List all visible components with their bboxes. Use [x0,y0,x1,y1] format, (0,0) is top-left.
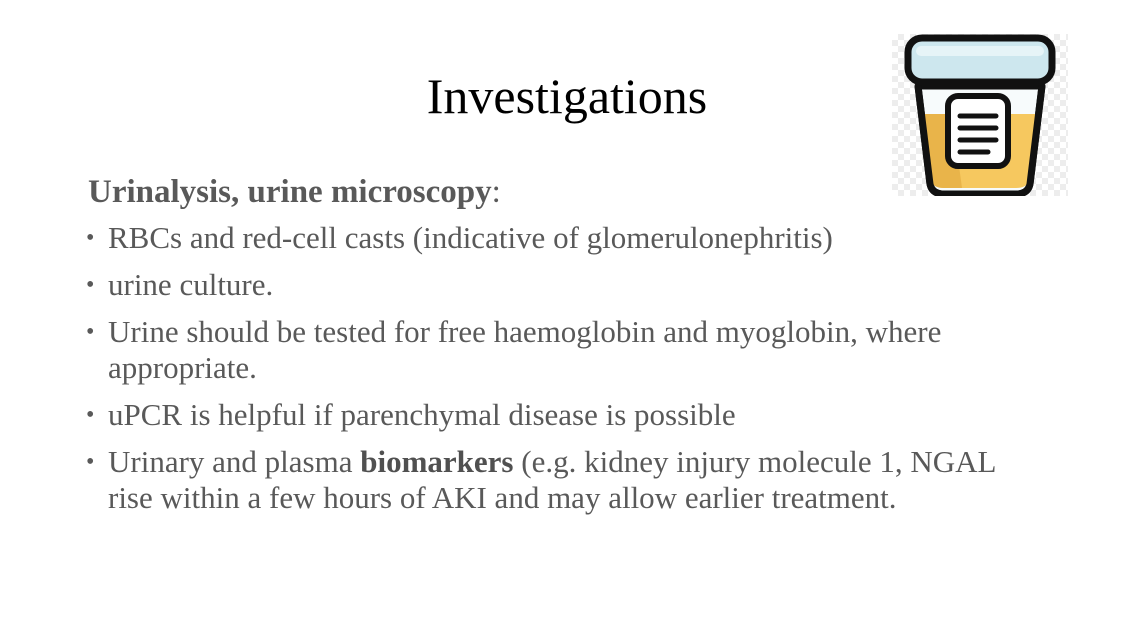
list-item-text: RBCs and red-cell casts (indicative of glomerulonephritis) [108,220,833,255]
list-item-text: urine culture. [108,267,274,302]
section-subheading [88,172,501,212]
subheading-colon: : [491,174,501,210]
list-item-text: Urine should be tested for free haemoglobin and myoglobin, where appropriate. [108,314,942,385]
bullet-dot: • [86,319,95,345]
list-item [86,220,1046,256]
urine-cup-graphic [892,34,1068,196]
list-item [86,314,1046,386]
bullet-dot: • [86,225,95,251]
list-item-text: uPCR is helpful if parenchymal disease is possible [108,397,736,432]
list-item [86,397,1046,433]
bullet-dot: • [86,449,95,475]
bullet-dot: • [86,402,95,428]
slide-title: Investigations [426,68,708,124]
list-item-text-start: Urinary and plasma [108,444,361,479]
list-item-bold-term: biomarkers [360,444,514,479]
urine-sample-cup-icon [892,34,1068,196]
list-item-text-end: (e.g. kidney injury molecule 1, NGAL rise within a few hours of AKI and may allow earlier treatment. [108,444,996,515]
bullet-list [86,220,1046,527]
bullet-dot: • [86,272,95,298]
list-item [86,444,1046,516]
list-item [86,267,1046,303]
subheading-bold-text: Urinalysis, urine microscopy [88,174,492,210]
